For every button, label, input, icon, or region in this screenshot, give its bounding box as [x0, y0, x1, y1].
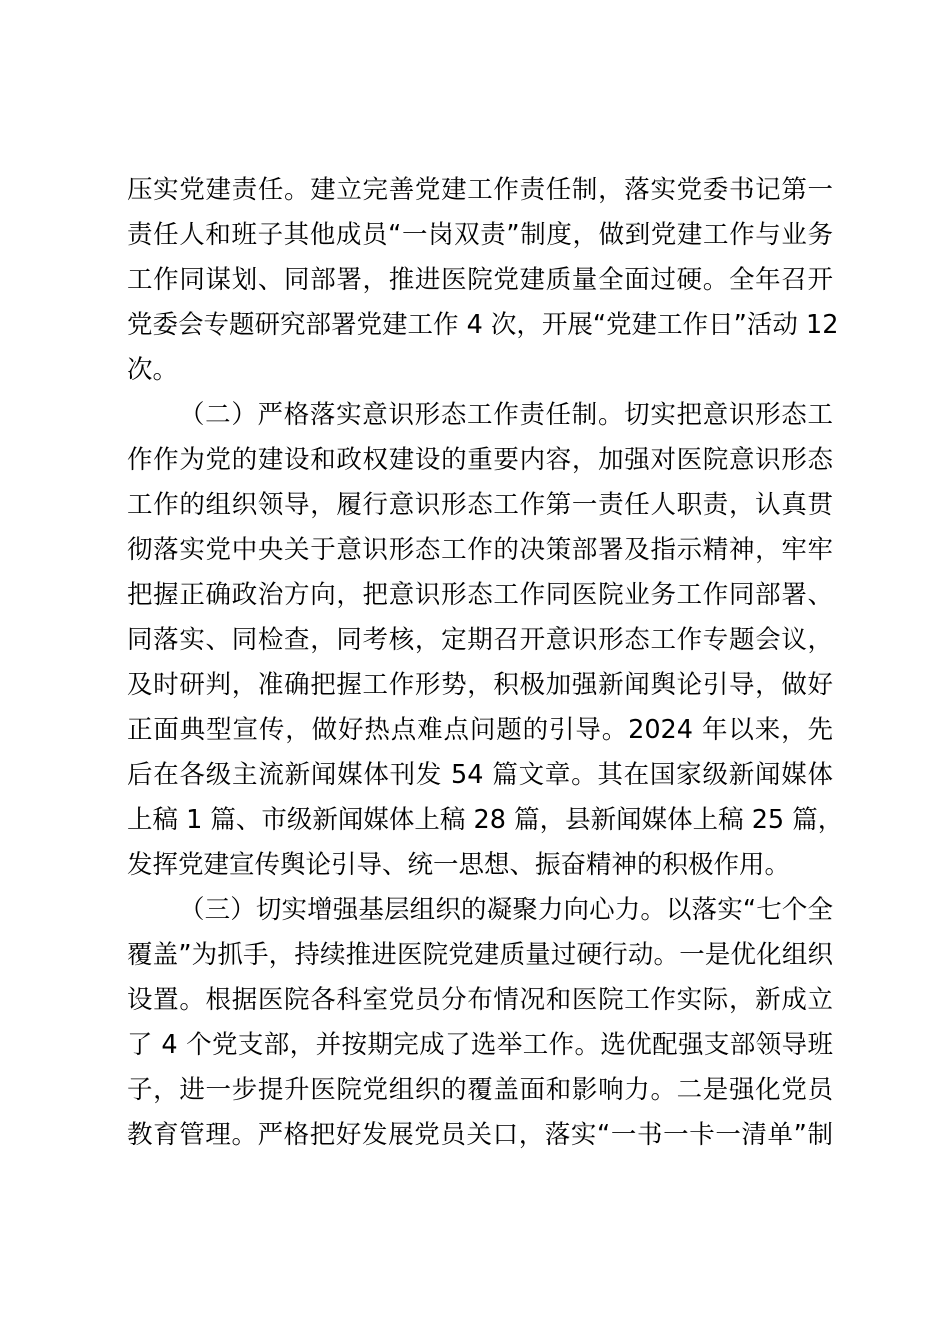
text-line: 彻落实党中央关于意识形态工作的决策部署及指示精神，牢牢	[127, 535, 833, 565]
text-line: 发挥党建宣传舆论引导、统一思想、振奋精神的积极作用。	[127, 850, 791, 880]
text-line: 教育管理。严格把好发展党员关口，落实“一书一卡一清单”制	[127, 1120, 833, 1150]
section-heading-line: （二）严格落实意识形态工作责任制。切实把意识形态工	[179, 400, 833, 430]
text-line: 工作的组织领导，履行意识形态工作第一责任人职责，认真贯	[127, 490, 833, 520]
text-line: 工作同谋划、同部署，推进医院党建质量全面过硬。全年召开	[127, 265, 833, 295]
section-heading-line: （三）切实增强基层组织的凝聚力向心力。以落实“七个全	[179, 895, 833, 925]
text-line: 及时研判，准确把握工作形势，积极加强新闻舆论引导，做好	[127, 670, 833, 700]
text-line: 作作为党的建设和政权建设的重要内容，加强对医院意识形态	[127, 445, 833, 475]
text-line: 上稿 1 篇、市级新闻媒体上稿 28 篇，县新闻媒体上稿 25 篇，	[127, 805, 844, 835]
text-line: 同落实、同检查，同考核，定期召开意识形态工作专题会议，	[127, 625, 833, 655]
text-line: 压实党建责任。建立完善党建工作责任制，落实党委书记第一	[127, 175, 833, 205]
text-line: 次。	[127, 355, 179, 385]
text-line: 了 4 个党支部，并按期完成了选举工作。选优配强支部领导班	[127, 1030, 833, 1060]
body-text	[127, 168, 844, 1158]
text-line: 责任人和班子其他成员“一岗双责”制度，做到党建工作与业务	[127, 220, 833, 250]
text-line: 覆盖”为抓手，持续推进医院党建质量过硬行动。一是优化组织	[127, 940, 833, 970]
text-line: 设置。根据医院各科室党员分布情况和医院工作实际，新成立	[127, 985, 833, 1015]
text-line: 党委会专题研究部署党建工作 4 次，开展“党建工作日”活动 12	[127, 310, 839, 340]
text-line: 子，进一步提升医院党组织的覆盖面和影响力。二是强化党员	[127, 1075, 833, 1105]
text-line: 把握正确政治方向，把意识形态工作同医院业务工作同部署、	[127, 580, 833, 610]
text-line: 后在各级主流新闻媒体刊发 54 篇文章。其在国家级新闻媒体	[127, 760, 833, 790]
text-line: 正面典型宣传，做好热点难点问题的引导。2024 年以来，先	[127, 715, 833, 745]
